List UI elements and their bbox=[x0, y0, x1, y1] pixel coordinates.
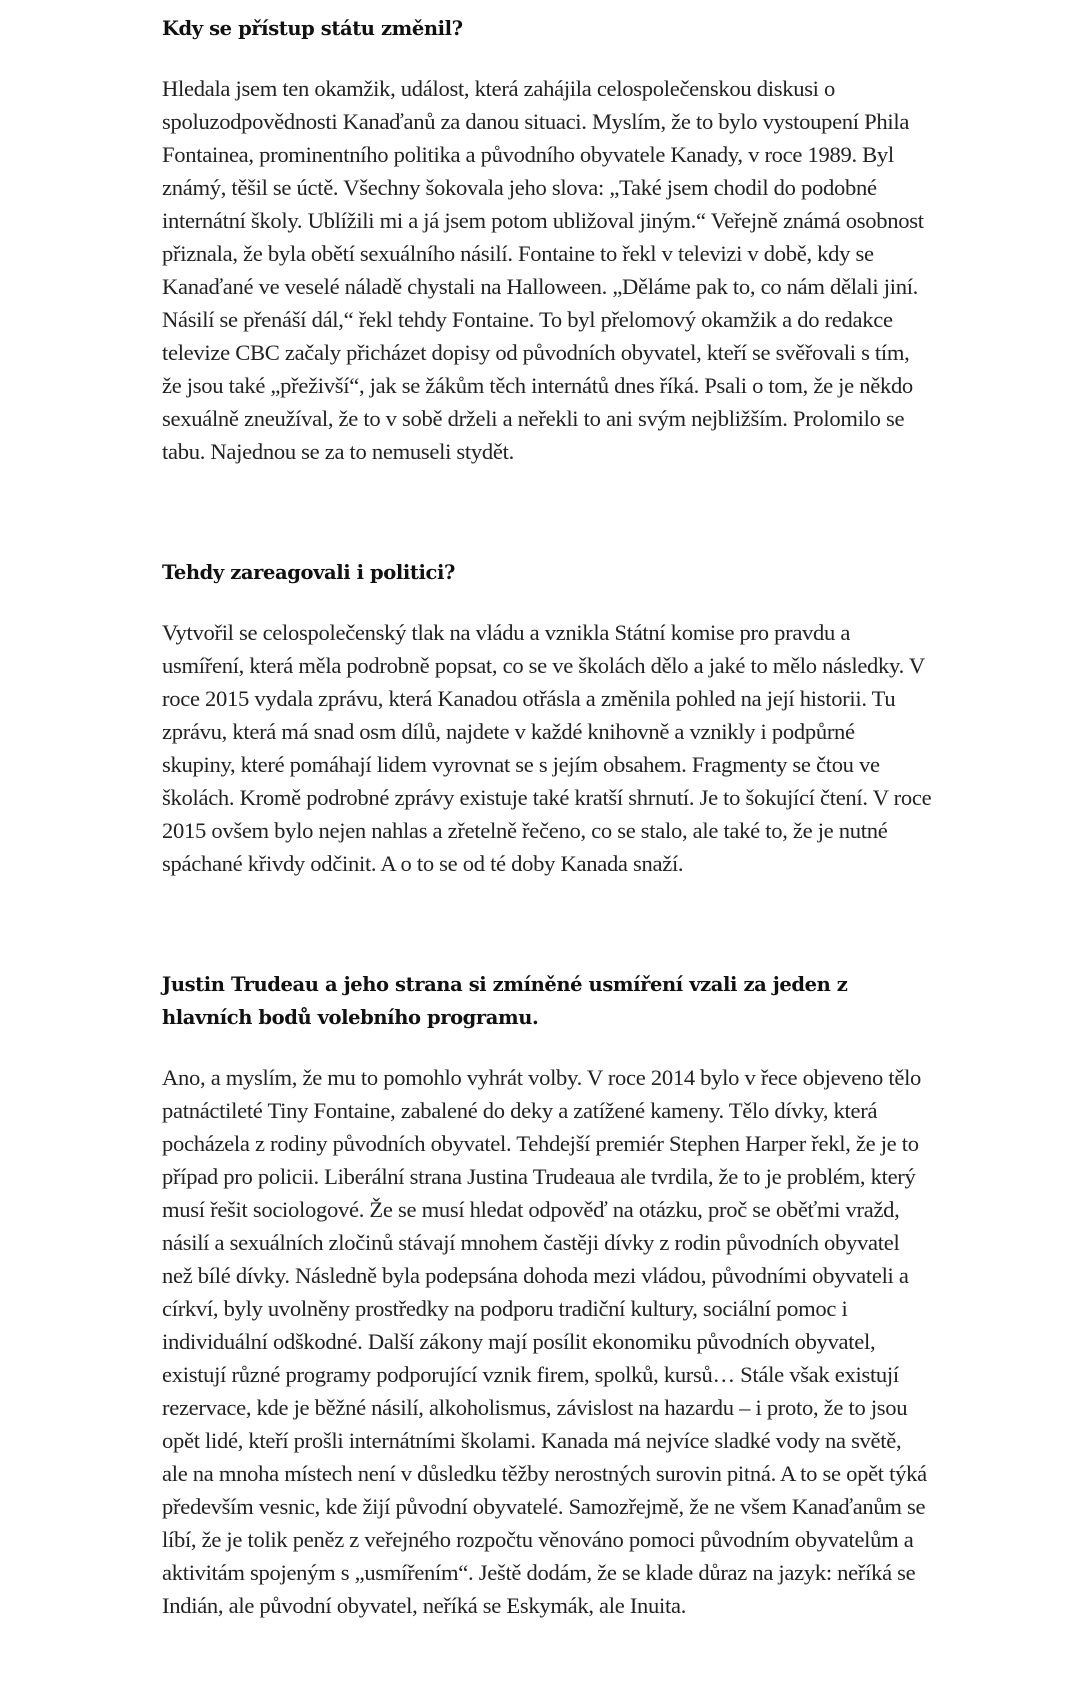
interview-question: Tehdy zareagovali i politici? bbox=[162, 561, 456, 584]
interview-question: Kdy se přístup státu změnil? bbox=[162, 17, 463, 40]
interview-answer: Ano, a myslím, že mu to pomohlo vyhrát volby. V roce 2014 bylo v řece objeveno tělo patnáctileté Tiny Fontaine, zabalené do deky a zatížené kameny. Tělo dívky, která pocházela z rodiny původních obyvatel. Tehdejší premiér Stephen Harper řekl, že je to případ pro policii. Liberální strana Justina Trudeaua ale tvrdila, že to je problém, který musí řešit sociologové. Že se musí hledat odpověď na otázku, proč se oběťmi vražd, násilí a sexuálních zločinů stávají mnohem častěji dívky z rodin původních obyvatel než bílé dívky. Následně byla podepsána dohoda mezi vládou, původními obyvateli a církví, byly uvolněny prostředky na podporu tradiční kultury, sociální pomoc i individuální odškodné. Další zákony mají posílit ekonomiku původních obyvatel, existují různé programy podporující vznik firem, spolků, kursů… Stále však existují rezervace, kde je běžné násilí, alkoholismus, závislost na hazardu – i proto, že to jsou opět lidé, kteří prošli internátními školami. Kanada má nejvíce sladké vody na světě, ale na mnoha místech není v důsledku těžby nerostných surovin pitná. A to se opět týká především vesnic, kde žijí původní obyvatelé. Samozřejmě, že ne všem Kanaďanům se líbí, že je tolik peněz z veřejného rozpočtu věnováno pomoci původním obyvatelům a aktivitám spojeným s „usmířením“. Ještě dodám, že se klade důraz na jazyk: neříká se Indián, ale původní obyvatel, neříká se Eskymák, ale Inuita. bbox=[162, 1065, 927, 1618]
interview-answer: Vytvořil se celospolečenský tlak na vládu a vznikla Státní komise pro pravdu a usmíření, která měla podrobně popsat, co se ve školách dělo a jaké to mělo následky. V roce 2015 vydala zprávu, která Kanadou otřásla a změnila pohled na její historii. Tu zprávu, která má snad osm dílů, najdete v každé knihovně a vznikly i podpůrné skupiny, které pomáhají lidem vyrovnat se s jejím obsahem. Fragmenty se čtou ve školách. Kromě podrobné zprávy existuje také kratší shrnutí. Je to šokující čtení. V roce 2015 ovšem bylo nejen nahlas a zřetelně řečeno, co se stalo, ale také to, že je nutné spáchané křivdy odčinit. A o to se od té doby Kanada snaží. bbox=[162, 620, 932, 876]
interview-question: Justin Trudeau a jeho strana si zmíněné usmíření vzali za jeden z hlavních bodů volebního programu. bbox=[162, 973, 848, 1029]
interview-answer: Hledala jsem ten okamžik, událost, která zahájila celospolečenskou diskusi o spoluzodpovědnosti Kanaďanů za danou situaci. Myslím, že to bylo vystoupení Phila Fontainea, prominentního politika a původního obyvatele Kanady, v roce 1989. Byl známý, těšil se úctě. Všechny šokovala jeho slova: „Také jsem chodil do podobné internátní školy. Ublížili mi a já jsem potom ubližoval jiným.“ Veřejně známá osobnost přiznala, že byla obětí sexuálního násilí. Fontaine to řekl v televizi v době, kdy se Kanaďané ve veselé náladě chystali na Halloween. „Děláme pak to, co nám dělali jiní. Násilí se přenáší dál,“ řekl tehdy Fontaine. To byl přelomový okamžik a do redakce televize CBC začaly přicházet dopisy od původních obyvatel, kteří se svěřovali s tím, že jsou také „přeživší“, jak se žákům těch internátů dnes říká. Psali o tom, že je někdo sexuálně zneužíval, že to v sobě drželi a neřekli to ani svým nejbližším. Prolomilo se tabu. Najednou se za to nemuseli stydět. bbox=[162, 76, 924, 464]
article-body bbox=[162, 12, 932, 1622]
